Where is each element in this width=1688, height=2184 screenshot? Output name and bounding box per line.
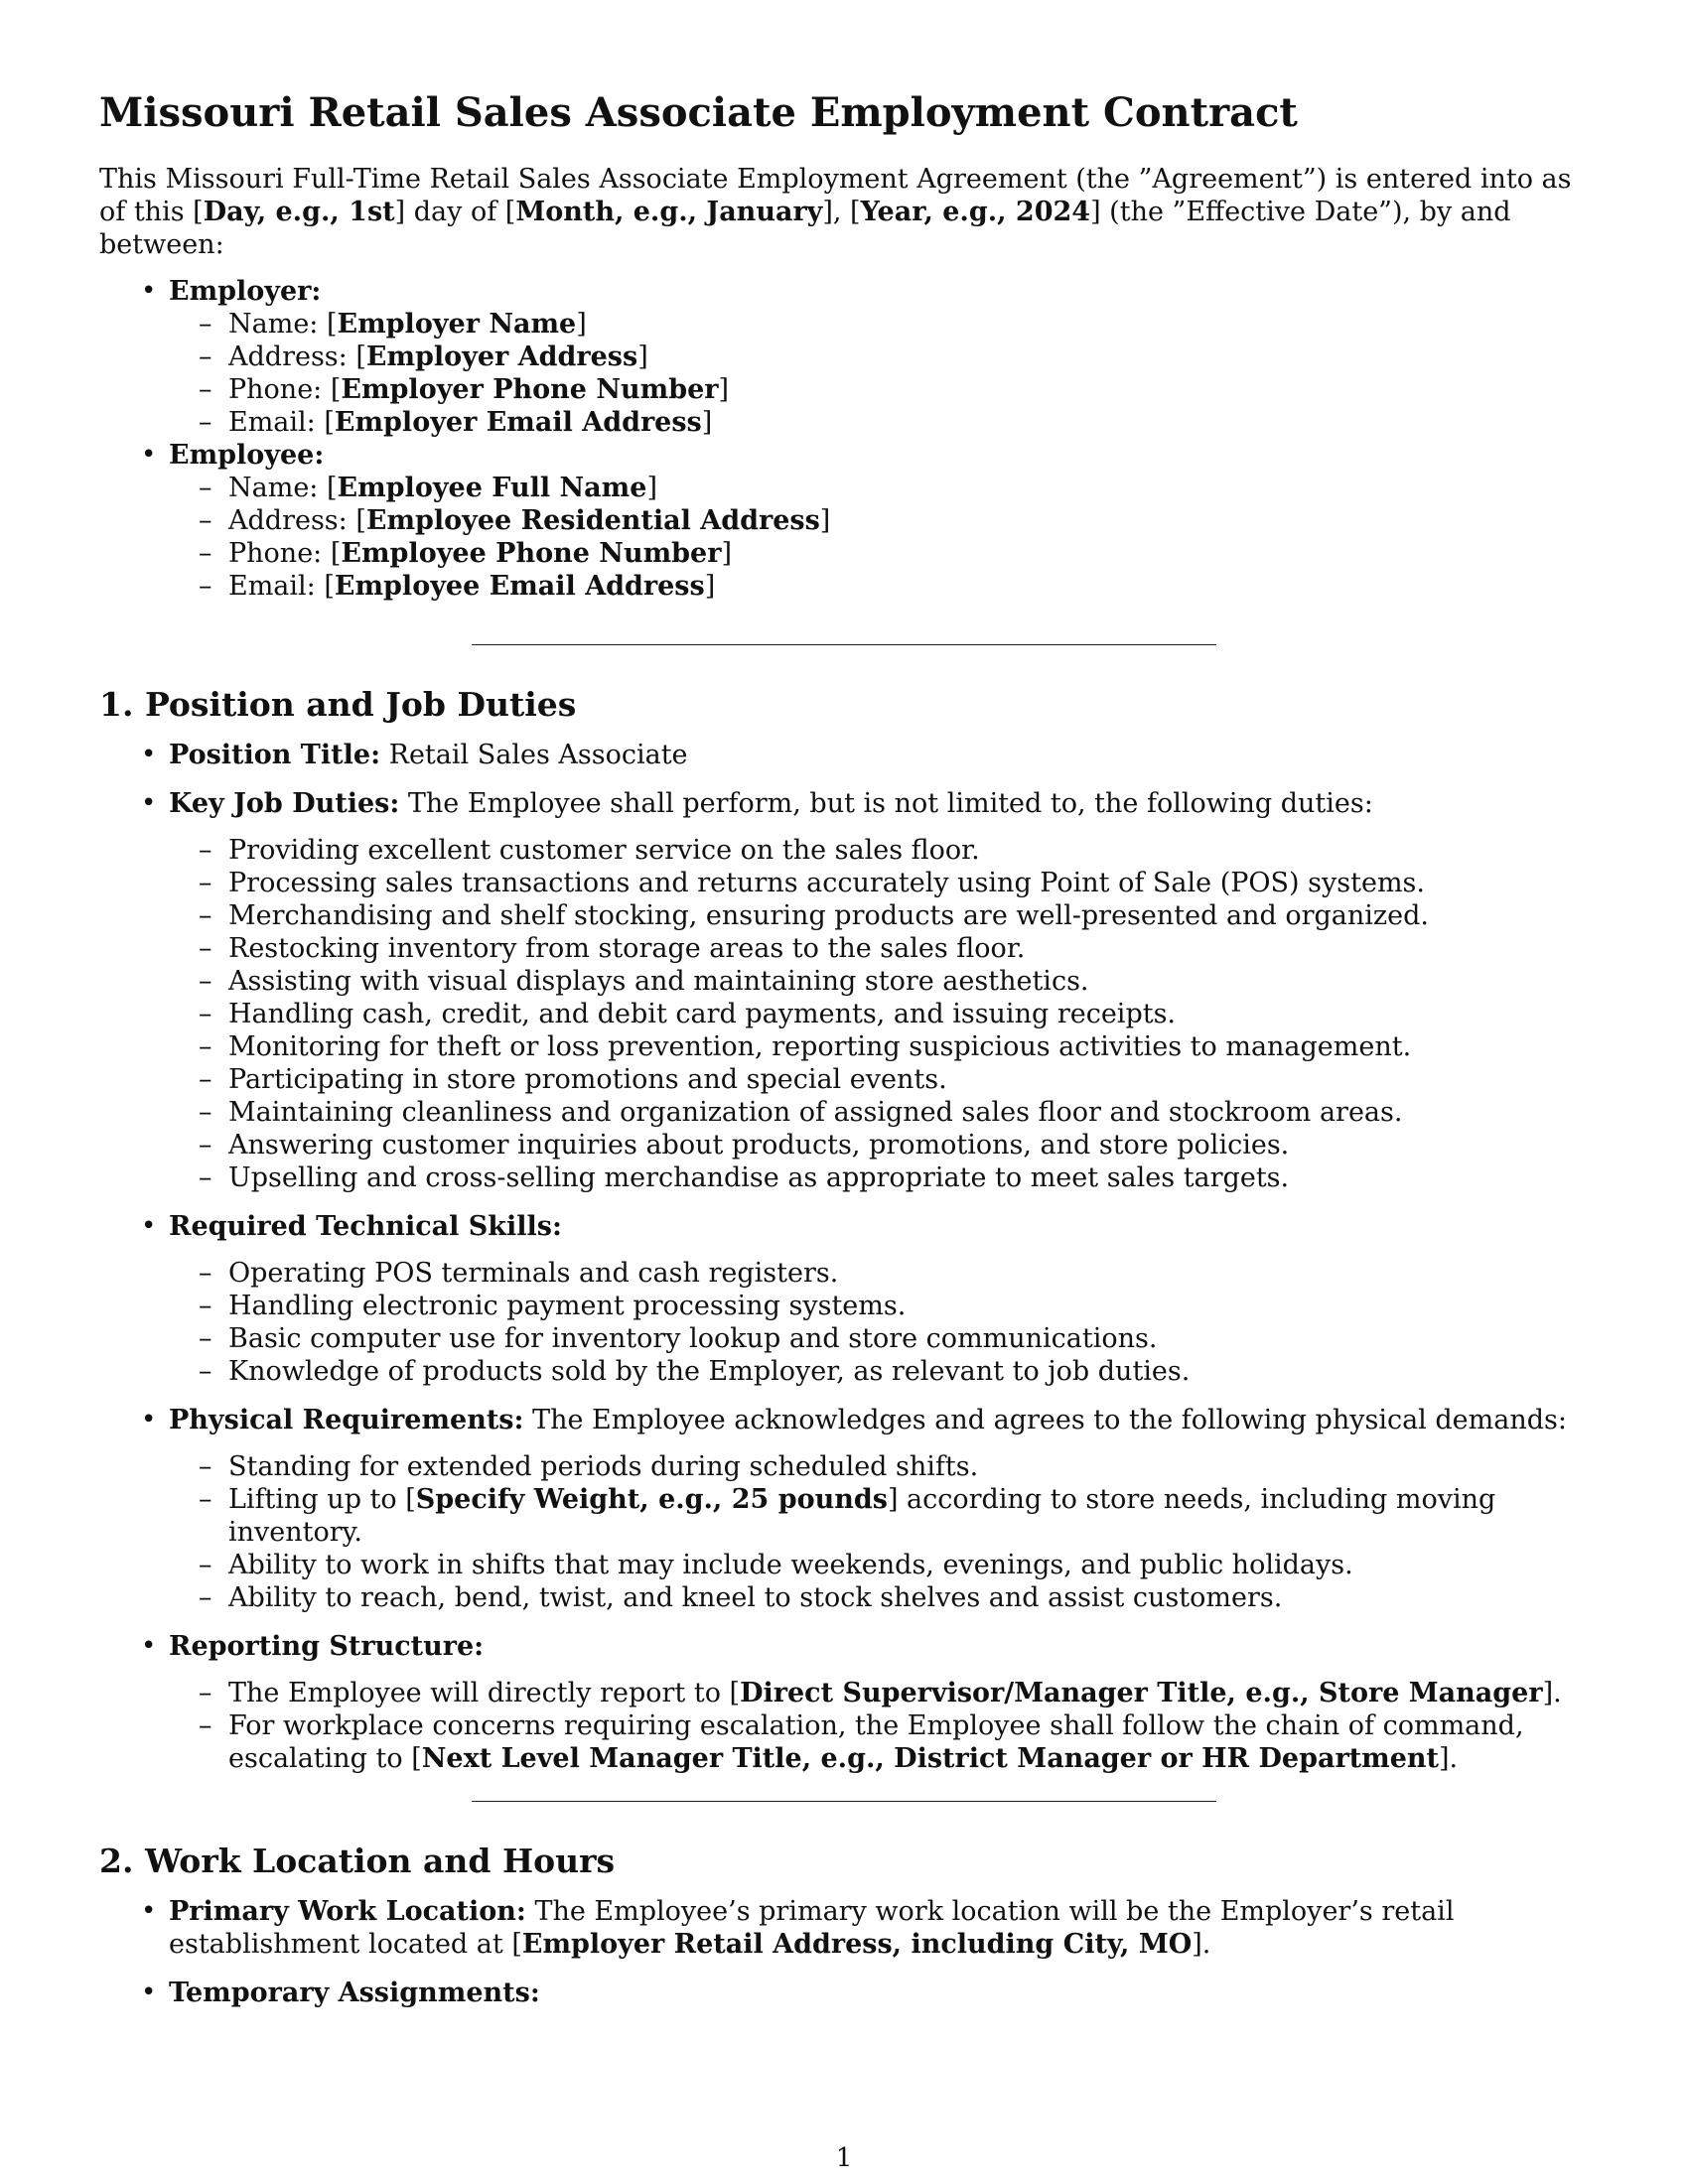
escalation-placeholder: Next Level Manager Title, e.g., District Manager or HR Department <box>421 1743 1439 1774</box>
list-item: – Upselling and cross-selling merchandise as appropriate to meet sales targets. <box>228 1161 1589 1194</box>
list-item: – Maintaining cleanliness and organization of assigned sales floor and stockroom areas. <box>228 1096 1589 1129</box>
intro-paragraph: This Missouri Full-Time Retail Sales Associate Employment Agreement (the ”Agreement”) is entered into as of this [Day, e.g., 1st] day of [Month, e.g., January], [Year, e.g., 2024] (the ”Effective Date”), by and between: <box>99 164 1572 260</box>
list-item: – Ability to reach, bend, twist, and kneel to stock shelves and assist customers. <box>228 1581 1589 1614</box>
document-title: Missouri Retail Sales Associate Employment Contract <box>99 89 1298 136</box>
weight-placeholder: Specify Weight, e.g., 25 pounds <box>415 1484 888 1515</box>
section-2-heading: 2. Work Location and Hours <box>99 1842 616 1880</box>
list-item: – Handling electronic payment processing systems. <box>228 1290 1589 1322</box>
list-item: – Lifting up to [Specify Weight, e.g., 25 pounds] according to store needs, including moving inventory. <box>228 1483 1589 1549</box>
list-item: – Answering customer inquiries about products, promotions, and store policies. <box>228 1129 1589 1161</box>
list-item: – Knowledge of products sold by the Employer, as relevant to job duties. <box>228 1355 1589 1388</box>
list-item: – Assisting with visual displays and maintaining store aesthetics. <box>228 965 1589 998</box>
technical-skills-item: • Required Technical Skills: – Operating POS terminals and cash registers. – Handling electronic payment processing systems. – Basic computer use for inventory lookup and store communications. – Knowledge of products sold by the Employer, as relevant to job duties. <box>169 1210 1589 1388</box>
key-duties-item: • Key Job Duties: The Employee shall perform, but is not limited to, the following duties: – Providing excellent customer service on the sales floor. – Processing sales transactions and returns accurately using Point of Sale (POS) systems. – Merchandising and shelf stocking, ensuring products are well-presented and organized. – Restocking inventory from storage areas to the sales floor. – Assisting with visual displays and maintaining store aesthetics. – Handling cash, credit, and debit card payments, and issuing receipts. – Monitoring for theft or loss prevention, reporting suspicious activities to management. – Participating in store promotions and special events. – Maintaining cleanliness and organization of assigned sales floor and stockroom areas. – Answering customer inquiries about products, promotions, and store policies. – Upselling and cross-selling merchandise as appropriate to meet sales targets. <box>169 787 1589 1194</box>
list-item: – The Employee will directly report to [Direct Supervisor/Manager Title, e.g., Store Manager]. <box>228 1677 1589 1709</box>
employer-details <box>169 308 1589 439</box>
year-placeholder: Year, e.g., 2024 <box>860 197 1091 227</box>
list-item: – Name: [Employee Full Name] <box>228 472 1589 504</box>
list-item: – Participating in store promotions and special events. <box>228 1063 1589 1096</box>
list-item: – Merchandising and shelf stocking, ensuring products are well-presented and organized. <box>228 899 1589 932</box>
list-item: – Providing excellent customer service on the sales floor. <box>228 834 1589 867</box>
list-item: – Monitoring for theft or loss prevention, reporting suspicious activities to management. <box>228 1030 1589 1063</box>
list-item: – Restocking inventory from storage areas to the sales floor. <box>228 932 1589 965</box>
physical-list <box>169 1450 1589 1614</box>
reporting-list <box>169 1677 1589 1775</box>
section-divider <box>472 644 1216 645</box>
parties-list <box>99 275 1589 603</box>
employee-item <box>169 439 1589 603</box>
list-item: – Handling cash, credit, and debit card payments, and issuing receipts. <box>228 998 1589 1030</box>
list-item: – Address: [Employer Address] <box>228 341 1589 373</box>
employee-label: Employee: <box>169 440 325 471</box>
list-item: – Ability to work in shifts that may include weekends, evenings, and public holidays. <box>228 1549 1589 1581</box>
list-item: – Processing sales transactions and returns accurately using Point of Sale (POS) systems. <box>228 867 1589 899</box>
list-item: – Basic computer use for inventory lookup and store communications. <box>228 1322 1589 1355</box>
supervisor-placeholder: Direct Supervisor/Manager Title, e.g., Store Manager <box>740 1678 1543 1708</box>
list-item: – Phone: [Employee Phone Number] <box>228 537 1589 570</box>
section-1-heading: 1. Position and Job Duties <box>99 685 577 724</box>
contract-page <box>99 79 1589 2025</box>
list-item: – Phone: [Employer Phone Number] <box>228 373 1589 406</box>
position-title-item: • Position Title: Retail Sales Associate <box>169 739 1589 771</box>
list-item: – Email: [Employee Email Address] <box>228 570 1589 603</box>
page-number: 1 <box>835 2143 853 2173</box>
employer-item <box>169 275 1589 439</box>
list-item: – Operating POS terminals and cash registers. <box>228 1257 1589 1290</box>
temporary-assignments-item: • Temporary Assignments: <box>169 1977 1589 2009</box>
employee-details <box>169 472 1589 603</box>
list-item: – Email: [Employer Email Address] <box>228 406 1589 439</box>
list-item: – Standing for extended periods during scheduled shifts. <box>228 1450 1589 1483</box>
day-placeholder: Day, e.g., 1st <box>203 197 395 227</box>
section-divider <box>472 1801 1216 1802</box>
list-item: – Name: [Employer Name] <box>228 308 1589 341</box>
duties-list <box>169 834 1589 1194</box>
skills-list <box>169 1257 1589 1388</box>
section-2-list <box>99 1895 1589 2009</box>
work-location-item: • Primary Work Location: The Employee’s primary work location will be the Employer’s retail establishment located at [Employer Retail Address, including City, MO]. <box>169 1895 1589 1961</box>
list-item: – Address: [Employee Residential Address] <box>228 504 1589 537</box>
list-item: – For workplace concerns requiring escalation, the Employee shall follow the chain of command, escalating to [Next Level Manager Title, e.g., District Manager or HR Department]. <box>228 1709 1589 1775</box>
physical-requirements-item: • Physical Requirements: The Employee acknowledges and agrees to the following physical demands: – Standing for extended periods during scheduled shifts. – Lifting up to [Specify Weight, e.g., 25 pounds] according to store needs, including moving inventory. – Ability to work in shifts that may include weekends, evenings, and public holidays. – Ability to reach, bend, twist, and kneel to stock shelves and assist customers. <box>169 1404 1589 1614</box>
reporting-structure-item: • Reporting Structure: – The Employee will directly report to [Direct Supervisor/Manager Title, e.g., Store Manager]. – For workplace concerns requiring escalation, the Employee shall follow the chain of command, escalating to [Next Level Manager Title, e.g., District Manager or HR Department]. <box>169 1630 1589 1775</box>
section-1-list <box>99 739 1589 1775</box>
month-placeholder: Month, e.g., January <box>515 197 823 227</box>
employer-label: Employer: <box>169 276 322 307</box>
address-placeholder: Employer Retail Address, including City, MO <box>521 1929 1193 1960</box>
